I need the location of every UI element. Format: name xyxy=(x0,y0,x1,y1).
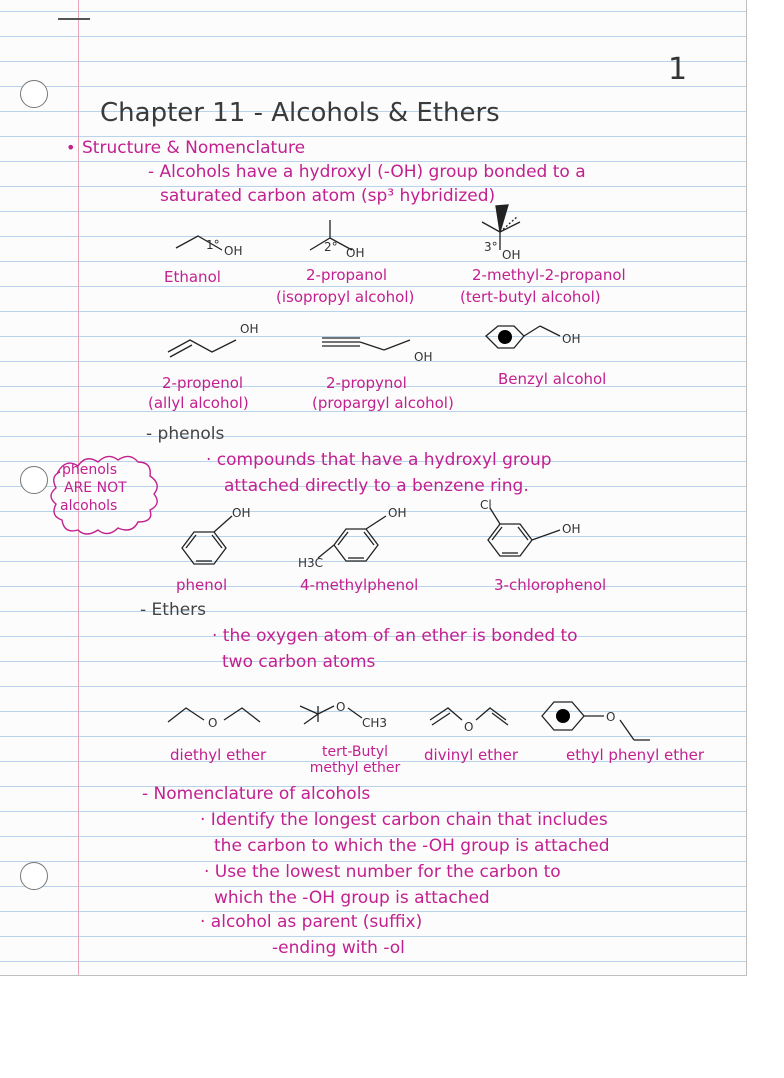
molecule-name: Benzyl alcohol xyxy=(498,370,607,388)
section-heading: Structure & Nomenclature xyxy=(82,138,306,158)
oh-label: OH xyxy=(502,248,521,262)
rule-line: the carbon to which the -OH group is attached xyxy=(214,836,610,856)
ether-definition: · the oxygen atom of an ether is bonded to xyxy=(212,626,578,646)
methyl-label: CH3 xyxy=(362,716,388,730)
molecule-name: 2-propynol xyxy=(326,374,407,392)
oh-label: OH xyxy=(224,244,243,258)
allyl-structure xyxy=(168,340,236,352)
methylphenol-structure xyxy=(334,529,378,561)
oxygen-label: O xyxy=(606,710,616,724)
molecule-name: 2-propanol xyxy=(306,266,388,284)
phenol-name: 3-chlorophenol xyxy=(494,576,607,594)
note-line: alcohols xyxy=(60,498,118,514)
rule-line: -ending with -ol xyxy=(272,938,405,958)
molecule-common-name: (propargyl alcohol) xyxy=(312,394,454,412)
oxygen-label: O xyxy=(208,716,218,730)
molecule-common-name: (tert-butyl alcohol) xyxy=(460,288,601,306)
oxygen-label: O xyxy=(336,700,346,714)
degree-label: 3° xyxy=(484,240,498,254)
oxygen-label: O xyxy=(464,720,474,734)
bullet: • xyxy=(66,138,76,157)
phenol-name: phenol xyxy=(176,576,228,594)
substituent-label: H3C xyxy=(298,556,324,570)
molecule-name: 2-methyl-2-propanol xyxy=(472,266,626,284)
molecule-name: Ethanol xyxy=(164,268,221,286)
page-title: Chapter 11 - Alcohols & Ethers xyxy=(100,98,500,128)
phenol-definition-cont: attached directly to a benzene ring. xyxy=(224,476,529,496)
chlorophenol-structure xyxy=(488,524,532,556)
phenols-heading: - phenols xyxy=(146,424,225,444)
ether-name: ethyl phenyl ether xyxy=(566,746,705,764)
rule-line: which the -OH group is attached xyxy=(214,888,490,908)
ether-name: diethyl ether xyxy=(170,746,267,764)
oh-label: OH xyxy=(240,322,259,336)
page-number: 1 xyxy=(668,52,688,87)
phenol-name: 4-methylphenol xyxy=(300,576,419,594)
degree-label: 1° xyxy=(206,238,220,252)
oh-label: OH xyxy=(346,246,365,260)
substituent-label: Cl xyxy=(480,498,492,512)
alcohol-definition-cont: saturated carbon atom (sp³ hybridized) xyxy=(160,186,496,206)
ether-name: tert-Butyl methyl ether xyxy=(309,744,401,776)
oh-label: OH xyxy=(562,332,581,346)
ether-name: divinyl ether xyxy=(424,746,519,764)
molecule-common-name: (isopropyl alcohol) xyxy=(276,288,415,306)
degree-label: 2° xyxy=(324,240,338,254)
nomenclature-heading: - Nomenclature of alcohols xyxy=(142,784,371,804)
oh-label: OH xyxy=(414,350,433,364)
oh-label: OH xyxy=(232,506,251,520)
phenol-definition: · compounds that have a hydroxyl group xyxy=(206,450,552,470)
ethers-heading: - Ethers xyxy=(140,600,207,620)
alcohol-definition: - Alcohols have a hydroxyl (-OH) group bonded to a xyxy=(148,162,586,182)
diethyl-ether-structure xyxy=(168,708,204,722)
rule-line: · Identify the longest carbon chain that includes xyxy=(200,810,608,830)
molecule-name: 2-propenol xyxy=(162,374,244,392)
oh-label: OH xyxy=(388,506,407,520)
phenol-structure xyxy=(182,532,226,564)
divinyl-ether-structure xyxy=(430,708,462,720)
note-line: ARE NOT xyxy=(64,480,127,496)
note-line: phenols xyxy=(62,462,117,478)
oh-label: OH xyxy=(562,522,581,536)
ether-definition-cont: two carbon atoms xyxy=(222,652,376,672)
molecule-common-name: (allyl alcohol) xyxy=(148,394,249,412)
rule-line: · Use the lowest number for the carbon to xyxy=(204,862,561,882)
rule-line: · alcohol as parent (suffix) xyxy=(200,912,423,932)
